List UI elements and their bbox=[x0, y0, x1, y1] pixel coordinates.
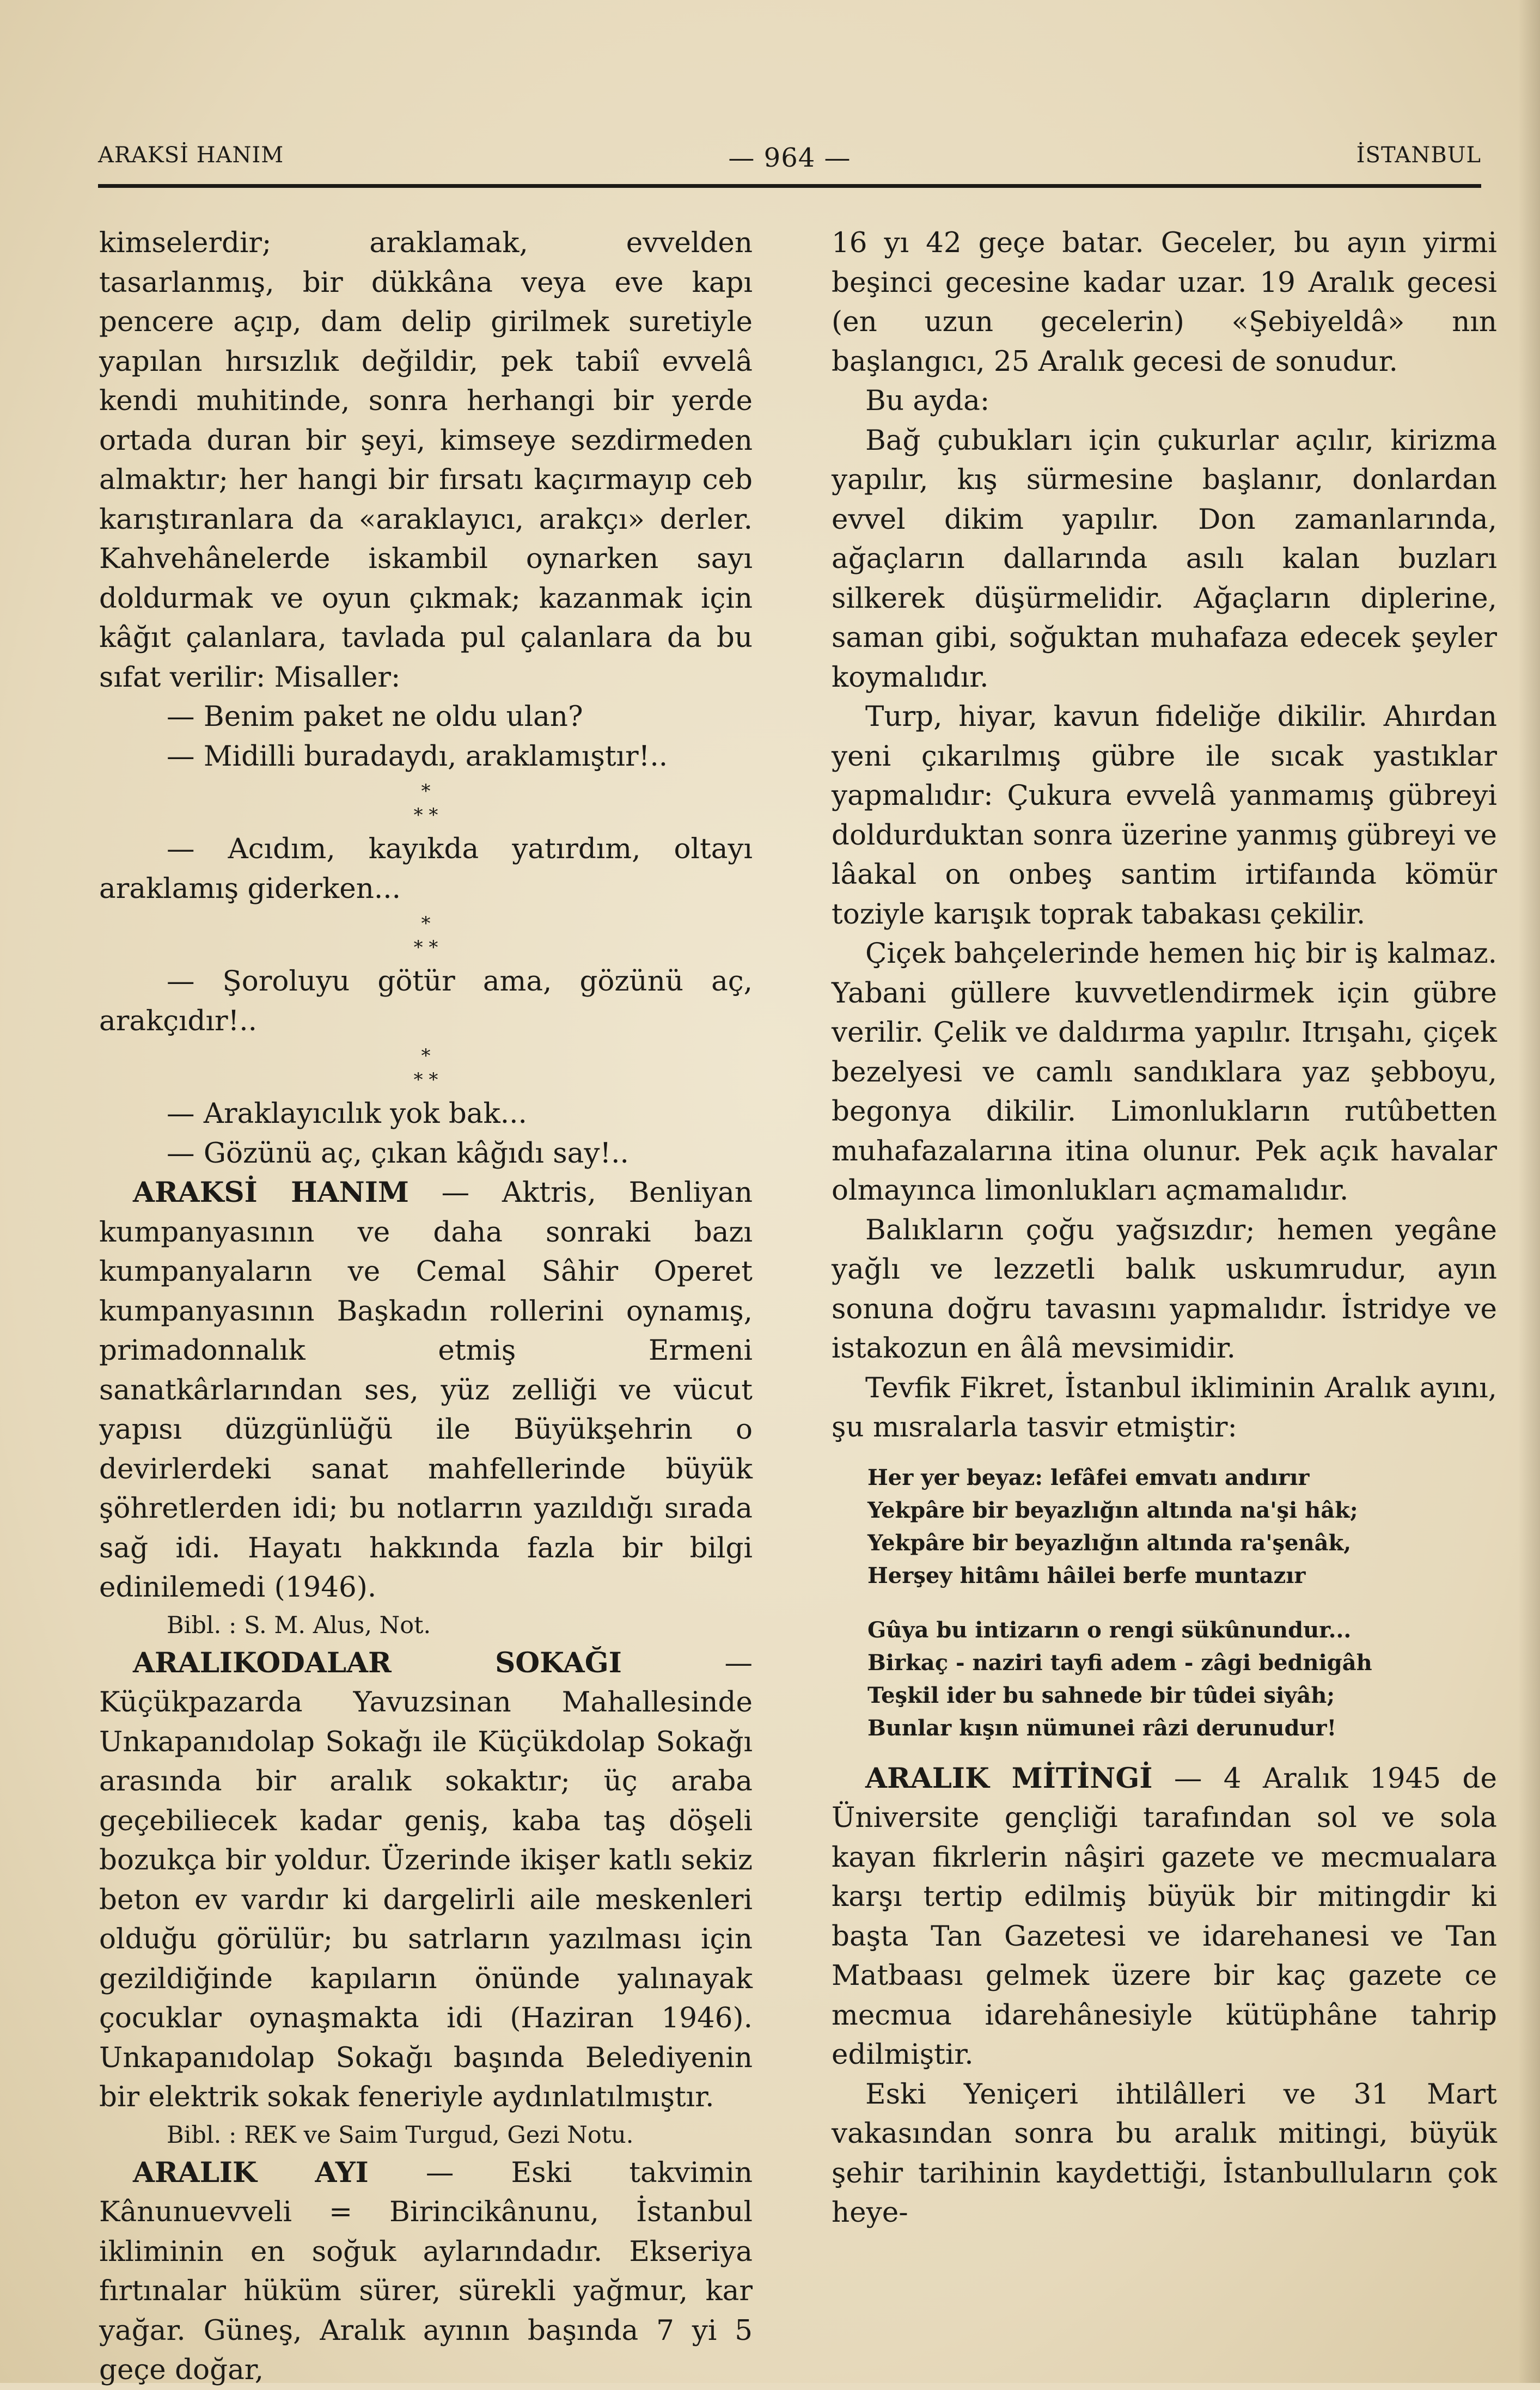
dialogue-line: — Benim paket ne oldu ulan? bbox=[167, 700, 583, 733]
poem-line: Yekpâre bir beyazlığın altında na'şi hâk; bbox=[867, 1497, 1358, 1523]
entry-text: — Eski takvimin Kânunuevveli = Birincikânunu, İstanbul ikliminin en soğuk aylarındadır. Ekseriya fırtınalar hüküm sürer, sürekli yağmur, kar yağar. Güneş, Aralık ayının başında 7 yi 5 geçe doğar, bbox=[99, 2156, 753, 2386]
paragraph: kimselerdir; araklamak, evvelden tasarlanmış, bir dükkâna veya eve kapı pencere açıp, dam delip girilmek suretiyle yapılan hırsızlık değildir, pek tabiî evvelâ kendi muhitinde, sonra herhangi bir yerde ortada duran bir şeyi, kimseye sezdirmeden almaktır; her hangi bir fırsatı kaçırmayıp ceb karıştıranlara da «araklayıcı, arakçı» derler. Kahvehânelerde iskambil oynarken sayı doldurmak ve oyun çıkmak; kazanmak için kâğıt çalanlara, tavlada pul çalanlara da bu sıfat verilir: Misaller: bbox=[99, 227, 753, 694]
running-head bbox=[98, 143, 1481, 175]
entry-text: — 4 Aralık 1945 de Üniversite gençliği tarafından sol ve sola kayan fikrlerin nâşiri gazete ve mecmualara karşı tertip edilmiş büyük bir mitingdir ki başta Tan Gazetesi ve idarehanesi ve Tan Matbaası gelmek üzere bir kaç gazete ce mecmua idarehânesiyle kütüphâne tahrip edilmiştir. bbox=[832, 1762, 1497, 2071]
dialogue-line: — Midilli buradaydı, araklamıştır!.. bbox=[167, 739, 668, 773]
running-head-left: ARAKSİ HANIM bbox=[98, 143, 284, 168]
poem-line: Bunlar kışın nümunei râzi derunudur! bbox=[867, 1715, 1337, 1741]
entry-aralikodalar-sokagi bbox=[99, 1643, 753, 2117]
bibliography: Bibl. : S. M. Alus, Not. bbox=[167, 1611, 431, 1639]
paragraph: Eski Yeniçeri ihtilâlleri ve 31 Mart vakasından sonra bu aralık mitingi, büyük şehir tarihinin kaydettiği, İstanbulluların çok heye- bbox=[832, 2077, 1497, 2229]
entry-aralik-mitingi bbox=[832, 1759, 1497, 2075]
paragraph: Tevfik Fikret, İstanbul ikliminin Aralık ayını, şu mısralarla tasvir etmiştir: bbox=[832, 1371, 1497, 1444]
entry-heading: ARALIK AYI bbox=[133, 2156, 369, 2189]
entry-heading: ARALIK MİTİNGİ bbox=[865, 1762, 1153, 1795]
left-column bbox=[99, 223, 753, 2390]
paragraph: Turp, hiyar, kavun fideliğe dikilir. Ahırdan yeni çıkarılmış gübre ile sıcak yastıklar yapmalıdır: Çukura evvelâ yanmamış gübreyi doldurduktan sonra üzerine yanmış gübreyi ve lâakal on onbeş santim irtifaında kömür toziyle karışık toprak tabakası çekilir. bbox=[832, 700, 1497, 931]
page-edge-shadow bbox=[1518, 0, 1540, 2383]
star-separator: * * * bbox=[413, 913, 438, 958]
star-separator: * * * bbox=[413, 1045, 438, 1091]
paragraph: Balıkların çoğu yağsızdır; hemen yegâne yağlı ve lezzetli balık uskumrudur, ayın sonuna doğru tavasını yapmalıdır. İstridye ve istakozun en âlâ mevsimidir. bbox=[832, 1213, 1497, 1365]
page-number: — 964 — bbox=[728, 143, 851, 173]
dialogue-line: — Gözünü aç, çıkan kâğıdı say!.. bbox=[167, 1136, 629, 1170]
entry-heading: ARAKSİ HANIM bbox=[133, 1176, 409, 1209]
entry-araksi-hanim bbox=[99, 1173, 753, 1607]
poem-line: Her yer beyaz: lefâfei emvatı andırır bbox=[867, 1464, 1310, 1490]
header-rule bbox=[98, 184, 1481, 188]
dialogue-line: — Acıdım, kayıkda yatırdım, oltayı araklamış giderken... bbox=[99, 833, 753, 905]
entry-heading: ARALIKODALAR SOKAĞI bbox=[133, 1646, 622, 1679]
bibliography: Bibl. : REK ve Saim Turgud, Gezi Notu. bbox=[167, 2121, 634, 2149]
dialogue-line: — Araklayıcılık yok bak... bbox=[167, 1097, 527, 1130]
dialogue-line: — Şoroluyu götür ama, gözünü aç, arakçıdır!.. bbox=[99, 965, 753, 1037]
poem-line: Teşkil ider bu sahnede bir tûdei siyâh; bbox=[867, 1682, 1335, 1708]
poem-line: Herşey hitâmı hâilei berfe muntazır bbox=[867, 1562, 1306, 1588]
poem-block bbox=[832, 1462, 1497, 1745]
paragraph: Çiçek bahçelerinde hemen hiç bir iş kalmaz. Yabani güllere kuvvetlendirmek için gübre verilir. Çelik ve daldırma yapılır. Itrışahı, çiçek bezelyesi ve camlı sandıklara yaz şebboyu, begonya dikilir. Limonlukların rutûbetten muhafazalarına itina olunur. Pek açık havalar olmayınca limonlukları açmamalıdır. bbox=[832, 937, 1497, 1207]
paragraph: Bağ çubukları için çukurlar açılır, kirizma yapılır, kış sürmesine başlanır, donlardan evvel dikim yapılır. Don zamanlarında, ağaçların dallarında asılı kalan buzları silkerek düşürmelidir. Ağaçların diplerine, saman gibi, soğuktan muhafaza edecek şeyler koymalıdır. bbox=[832, 424, 1497, 694]
entry-text: — Küçükpazarda Yavuzsinan Mahallesinde Unkapanıdolap Sokağı ile Küçükdolap Sokağı arasında bir aralık sokaktır; üç araba geçebiliecek kadar geniş, kaba taş döşeli bozukça bir yoldur. Üzerinde ikişer katlı sekiz beton ev vardır ki dargelirli aile meskenleri olduğu görülür; bu satrların yazılması için gezildiğinde kapıların önünde yalınayak çocuklar oynaşmakta idi (Haziran 1946). Unkapanıdolap Sokağı başında Belediyenin bir elektrik sokak feneriyle aydınlatılmıştır. bbox=[99, 1646, 753, 2113]
entry-aralik-ayi bbox=[99, 2153, 753, 2390]
entry-text: — Aktris, Benliyan kumpanyasının ve daha sonraki bazı kumpanyaların ve Cemal Sâhir Operet kumpanyasının Başkadın rollerini oynamış, primadonnalık etmiş Ermeni sanatkârlarından ses, yüz zelliği ve vücut yapısı düzgünlüğü ile Büyükşehrin o devirlerdeki sanat mahfellerinde büyük şöhretlerden idi; bu notlarrın yazıldığı sırada sağ idi. Hayatı hakkında fazla bir bilgi edinilemedi (1946). bbox=[99, 1176, 753, 1604]
paragraph: 16 yı 42 geçe batar. Geceler, bu ayın yirmi beşinci gecesine kadar uzar. 19 Aralık gecesi (en uzun gecelerin) «Şebiyeldâ» nın başlangıcı, 25 Aralık gecesi de sonudur. bbox=[832, 227, 1497, 378]
stanza-gap bbox=[867, 1592, 1497, 1614]
poem-line: Yekpâre bir beyazlığın altında ra'şenâk, bbox=[867, 1530, 1352, 1556]
running-head-right: İSTANBUL bbox=[1356, 143, 1481, 168]
star-separator: * * * bbox=[413, 780, 438, 826]
poem-line: Gûya bu intizarın o rengi sükûnundur... bbox=[867, 1617, 1352, 1643]
paragraph: Bu ayda: bbox=[865, 384, 990, 417]
poem-line: Birkaç - naziri tayfi adem - zâgi bednigâh bbox=[867, 1649, 1372, 1676]
right-column bbox=[832, 223, 1497, 2233]
